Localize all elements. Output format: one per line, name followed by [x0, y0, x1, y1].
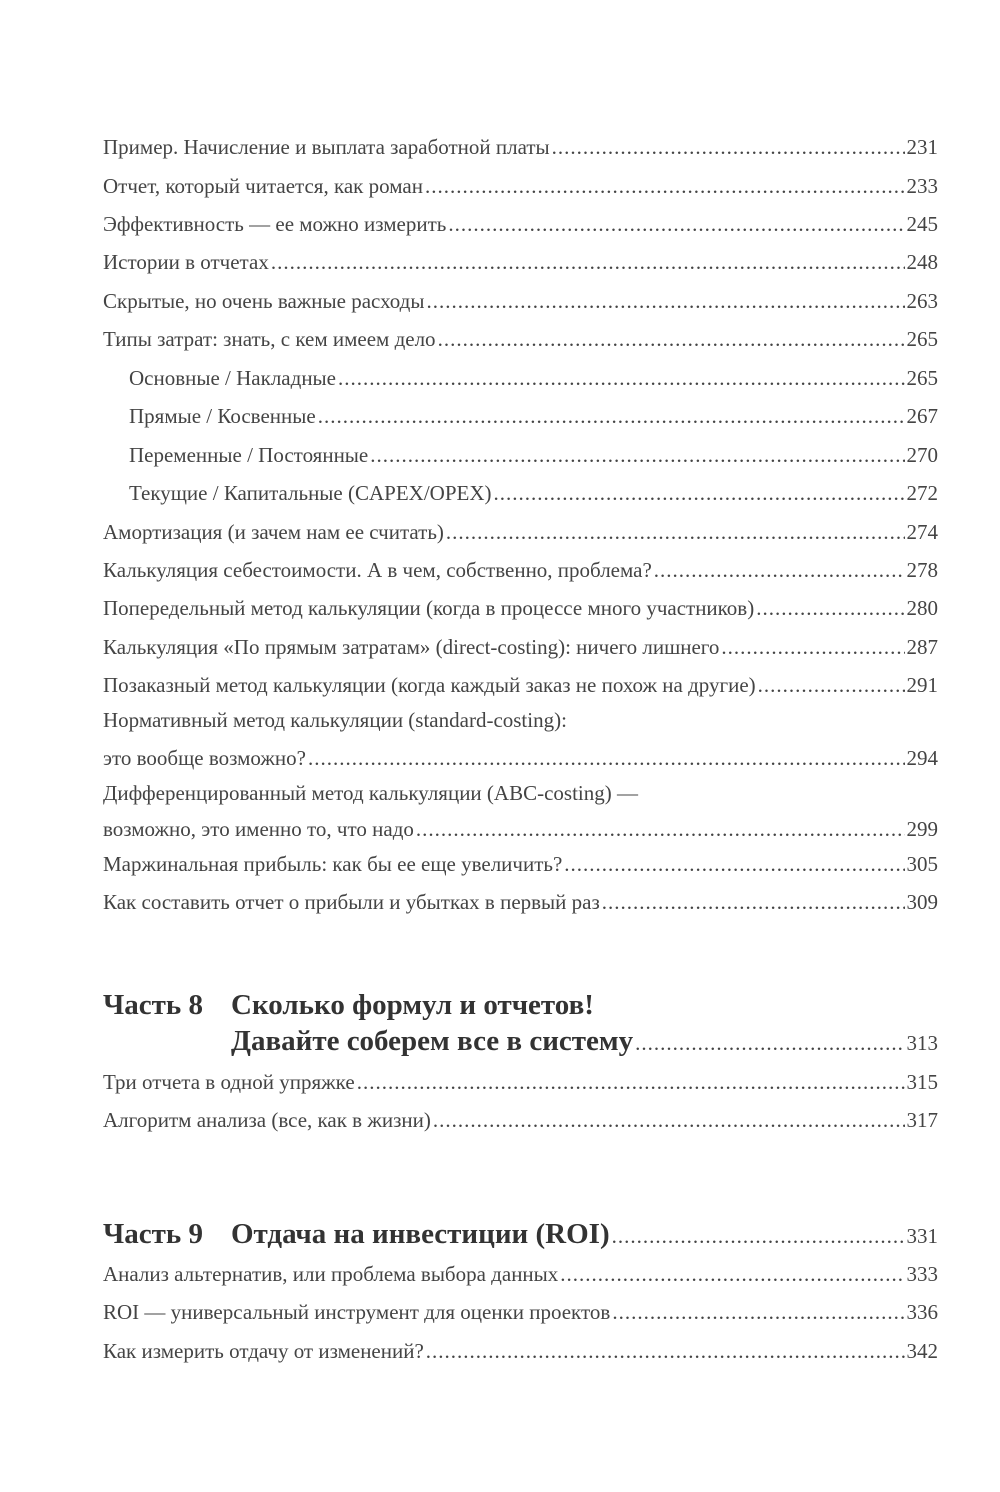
leader-dots	[271, 248, 905, 276]
toc-entry-title: Прямые / Косвенные	[129, 404, 316, 428]
toc-entry[interactable]	[103, 325, 938, 353]
part-page: 331	[906, 1224, 938, 1248]
toc-entry-page: 315	[906, 1070, 938, 1094]
toc-entry-title: Эффективность — ее можно измерить	[103, 212, 447, 236]
toc-entry-page: 287	[906, 635, 938, 659]
toc-entry-page: 342	[906, 1339, 938, 1363]
toc-entry-title-line1: Нормативный метод калькуляции (standard-costing):	[103, 708, 567, 732]
leader-dots	[357, 1068, 905, 1096]
toc-entry[interactable]	[103, 248, 938, 276]
leader-dots	[438, 325, 905, 353]
toc-entry-page: 267	[906, 404, 938, 428]
toc-entry[interactable]	[103, 518, 938, 546]
part-heading-9[interactable]	[103, 1214, 938, 1254]
toc-entry-page: 336	[906, 1300, 938, 1324]
part-label: Часть 8	[103, 989, 203, 1021]
toc-entry[interactable]	[103, 556, 938, 584]
part-title: Отдача на инвестиции (ROI)	[231, 1218, 610, 1250]
toc-entry-page: 231	[906, 135, 938, 159]
leader-dots	[654, 556, 905, 584]
toc-entry-title: Попередельный метод калькуляции (когда в процессе много участников)	[103, 596, 755, 620]
toc-entry[interactable]	[103, 888, 938, 916]
toc-entry[interactable]	[103, 133, 938, 161]
leader-dots	[612, 1216, 905, 1256]
toc-entry[interactable]	[103, 1260, 938, 1288]
toc-entry-title: Три отчета в одной упряжке	[103, 1070, 355, 1094]
toc-entry[interactable]	[103, 210, 938, 238]
leader-dots	[602, 888, 905, 916]
toc-subentry[interactable]	[129, 441, 938, 469]
part-label: Часть 9	[103, 1218, 203, 1250]
toc-entry-title: Амортизация (и зачем нам ее считать)	[103, 520, 444, 544]
toc-entry-title-line2: возможно, это именно то, что надо	[103, 817, 414, 841]
leader-dots	[338, 364, 905, 392]
toc-entry[interactable]	[103, 1106, 938, 1134]
toc-subentry[interactable]	[129, 364, 938, 392]
toc-entry[interactable]	[103, 779, 938, 843]
toc-entry[interactable]	[103, 671, 938, 699]
toc-entry-title: Текущие / Капитальные (CAPEX/OPEX)	[129, 481, 492, 505]
toc-entry[interactable]	[103, 1337, 938, 1365]
toc-entry-page: 265	[906, 327, 938, 351]
part-title-line1: Сколько формул и отчетов!	[231, 989, 594, 1021]
toc-entry-title: ROI — универсальный инструмент для оценки проектов	[103, 1300, 611, 1324]
leader-dots	[552, 133, 905, 161]
part-page: 313	[906, 1031, 938, 1055]
toc-entry-title: Калькуляция себестоимости. А в чем, собственно, проблема?	[103, 558, 652, 582]
leader-dots	[756, 594, 904, 622]
part-title-line2: Давайте соберем все в систему	[231, 1025, 634, 1057]
toc-entry-page: 270	[906, 443, 938, 467]
leader-dots	[425, 172, 905, 200]
leader-dots	[446, 518, 905, 546]
toc-entry-title: Как измерить отдачу от изменений?	[103, 1339, 424, 1363]
toc-entry-page: 263	[906, 289, 938, 313]
leader-dots	[721, 633, 904, 661]
toc-entry-title: Пример. Начисление и выплата заработной платы	[103, 135, 550, 159]
toc-entry-title: Переменные / Постоянные	[129, 443, 369, 467]
leader-dots	[612, 1298, 904, 1326]
toc-entry[interactable]	[103, 1068, 938, 1096]
leader-dots	[758, 671, 905, 699]
toc-entry-page: 294	[906, 746, 938, 770]
toc-entry-title: Позаказный метод калькуляции (когда каждый заказ не похож на другие)	[103, 673, 756, 697]
part-heading-8[interactable]	[103, 985, 938, 1061]
leader-dots	[564, 850, 904, 878]
toc-entry[interactable]	[103, 706, 938, 772]
leader-dots	[635, 1023, 904, 1063]
toc-entry-page: 309	[906, 890, 938, 914]
toc-entry[interactable]	[103, 287, 938, 315]
leader-dots	[318, 402, 905, 430]
leader-dots	[560, 1260, 904, 1288]
toc-entry-page: 272	[906, 481, 938, 505]
toc-entry-title: Типы затрат: знать, с кем имеем дело	[103, 327, 436, 351]
toc-entry-page: 278	[906, 558, 938, 582]
toc-entry-title-line2: это вообще возможно?	[103, 746, 306, 770]
toc-entry-title: Скрытые, но очень важные расходы	[103, 289, 425, 313]
toc-entry-title-line1: Дифференцированный метод калькуляции (ABC-costing) —	[103, 781, 638, 805]
toc-subentry[interactable]	[129, 402, 938, 430]
toc-entry-title: Отчет, который читается, как роман	[103, 174, 423, 198]
leader-dots	[370, 441, 904, 469]
toc-entry-title: Основные / Накладные	[129, 366, 336, 390]
toc-entry-page: 274	[906, 520, 938, 544]
leader-dots	[433, 1106, 905, 1134]
toc-entry[interactable]	[103, 850, 938, 878]
toc-entry-page: 245	[906, 212, 938, 236]
toc-entry[interactable]	[103, 633, 938, 661]
toc-entry-page: 291	[906, 673, 938, 697]
toc-entry-title: Алгоритм анализа (все, как в жизни)	[103, 1108, 431, 1132]
toc-entry[interactable]	[103, 1298, 938, 1326]
toc-entry-title: Истории в отчетах	[103, 250, 269, 274]
toc-entry-title: Как составить отчет о прибыли и убытках в первый раз	[103, 890, 600, 914]
leader-dots	[308, 744, 905, 772]
leader-dots	[416, 815, 905, 843]
toc-entry-page: 333	[906, 1262, 938, 1286]
toc-entry-page: 317	[906, 1108, 938, 1132]
toc-entry[interactable]	[103, 172, 938, 200]
toc-entry[interactable]	[103, 594, 938, 622]
leader-dots	[426, 1337, 905, 1365]
leader-dots	[494, 479, 905, 507]
toc-entry-title: Маржинальная прибыль: как бы ее еще увеличить?	[103, 852, 563, 876]
toc-entry-title: Анализ альтернатив, или проблема выбора данных	[103, 1262, 559, 1286]
toc-entry-page: 299	[906, 817, 938, 841]
toc-entry-page: 280	[906, 596, 938, 620]
leader-dots	[448, 210, 904, 238]
toc-entry-page: 305	[906, 852, 938, 876]
toc-entry-page: 233	[906, 174, 938, 198]
leader-dots	[426, 287, 904, 315]
toc-entry-title: Калькуляция «По прямым затратам» (direct-costing): ничего лишнего	[103, 635, 720, 659]
toc-subentry[interactable]	[129, 479, 938, 507]
toc-entry-page: 265	[906, 366, 938, 390]
toc-entry-page: 248	[906, 250, 938, 274]
